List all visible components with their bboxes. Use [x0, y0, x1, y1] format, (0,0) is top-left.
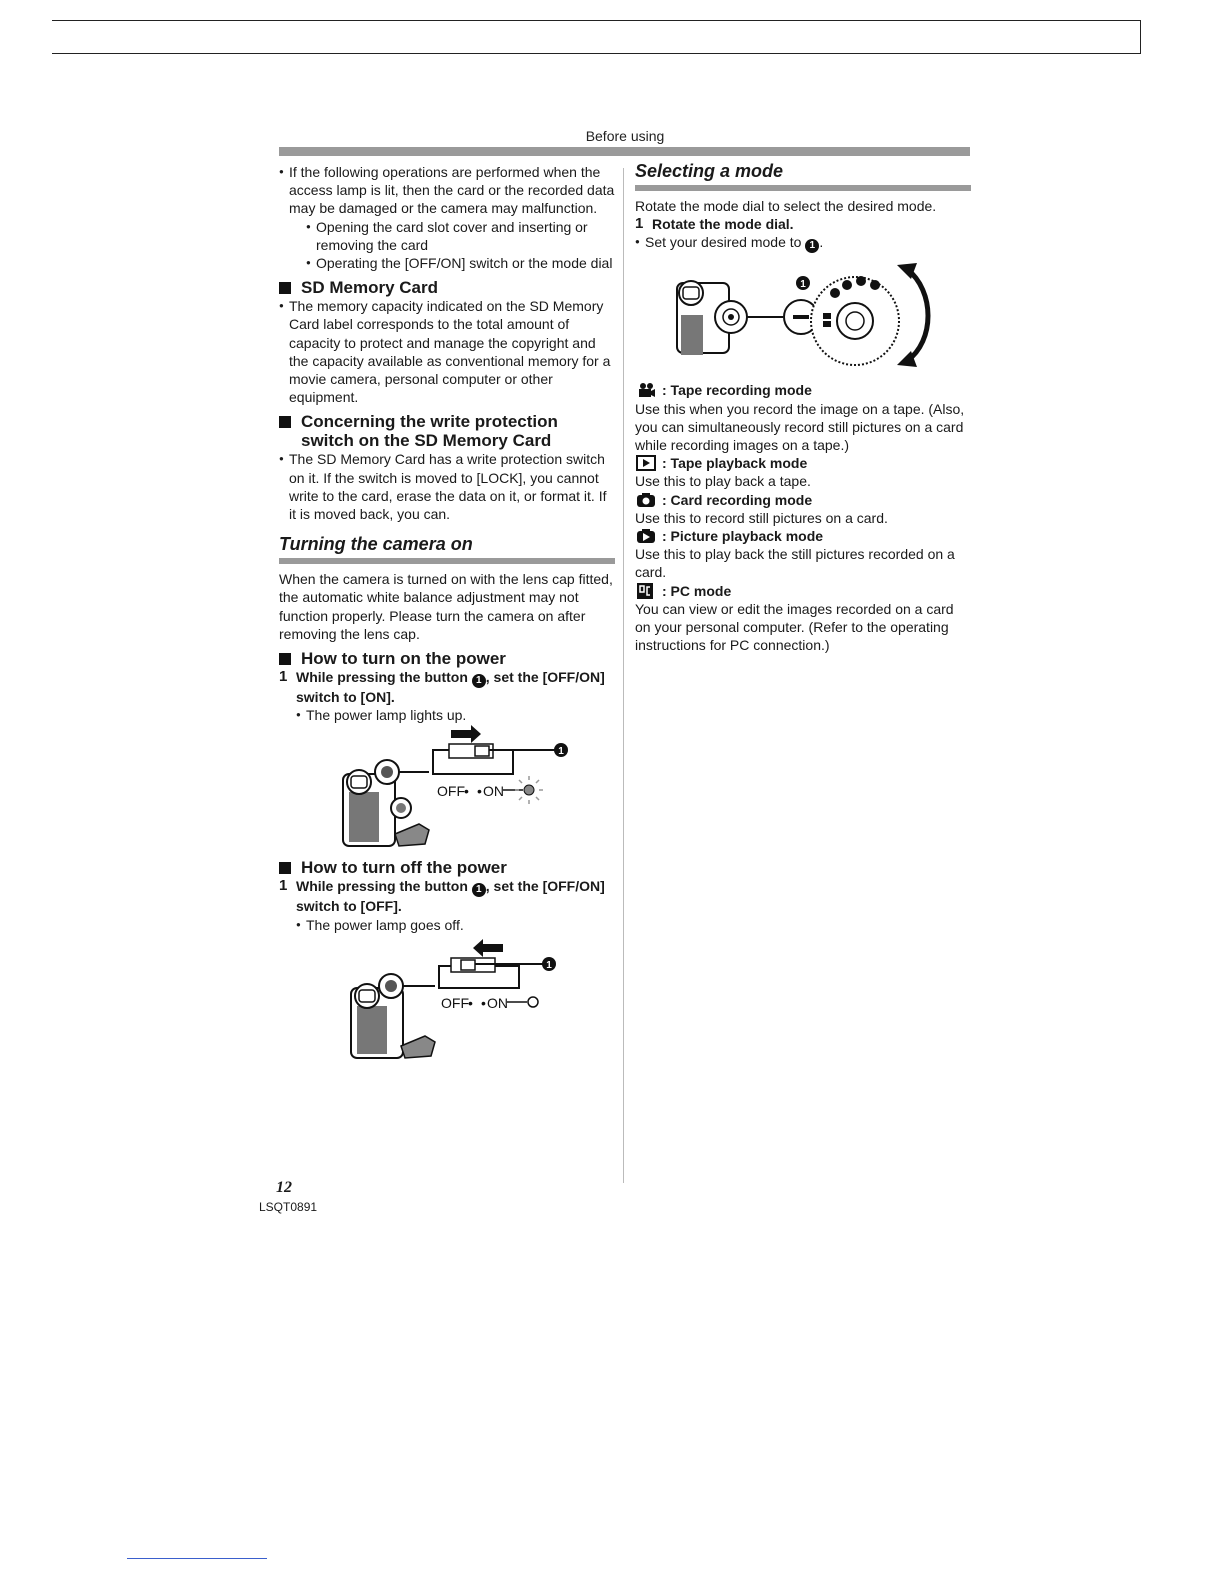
turning-on-text: When the camera is turned on with the lens cap fitted, the automatic white balance adjustment may not function properly. Please turn the camera on after removing the lens cap. [279, 571, 613, 642]
marker-1-icon: 1 [805, 239, 819, 253]
tape-playback-icon [636, 455, 656, 471]
power-off-note: ● The power lamp goes off. [279, 916, 615, 934]
section-header: Before using [585, 128, 665, 144]
pc-mode-text: You can view or edit the images recorded on a card on your personal computer. (Refer to the operating instructions for PC connection.) [635, 600, 954, 654]
tape-recording-icon [636, 382, 656, 398]
set-mode-note: ● Set your desired mode to 1 . [635, 233, 971, 253]
off-label: OFF [437, 783, 465, 800]
left-column [279, 163, 615, 1064]
intro-bullet: ● If the following operations are performed when the access lamp is lit, then the card or the recorded data may be damaged or the camera may malfunction. [279, 163, 615, 218]
svg-text:1: 1 [558, 746, 564, 758]
card-recording-icon [636, 492, 656, 508]
power-off-step: 1 While pressing the button 1 , set the [OFF/ON] switch to [OFF]. [279, 877, 605, 915]
tape-playback-text: Use this to play back a tape. [635, 473, 811, 490]
power-off-heading: How to turn off the power [279, 858, 615, 877]
svg-text:•: • [481, 994, 486, 1011]
mode-dial-illustration [635, 261, 971, 381]
column-divider [623, 168, 624, 1183]
power-off-illustration [279, 934, 615, 1064]
write-protect-heading: Concerning the write protection switch on the SD Memory Card [279, 412, 615, 450]
intro-sub-bullet: ● Opening the card slot cover and inserting or removing the card [279, 218, 615, 254]
mode-dial-icon [635, 261, 971, 381]
camera-power-off-icon [279, 934, 615, 1064]
selecting-mode-rule [635, 185, 971, 191]
pc-mode-icon [636, 583, 656, 599]
sd-card-heading: SD Memory Card [279, 278, 615, 297]
camera-power-on-icon [279, 724, 615, 852]
tape-recording-heading: : Tape recording mode [635, 381, 971, 399]
document-code: LSQT0891 [259, 1200, 318, 1214]
off-label: OFF [441, 994, 469, 1011]
tape-recording-text: Use this when you record the image on a tape. (Also, you can simultaneously record still pictures on a card while recording images on a tape.) [635, 400, 965, 454]
turning-on-rule [279, 558, 615, 564]
selecting-mode-title: Selecting a mode [635, 161, 784, 181]
picture-playback-icon [636, 528, 656, 544]
svg-text:•: • [468, 994, 473, 1011]
svg-text:•: • [477, 783, 482, 800]
rotate-dial-step: 1 Rotate the mode dial. [635, 215, 794, 233]
right-column [635, 160, 971, 654]
sd-card-text: ● The memory capacity indicated on the SD Memory Card label corresponds to the total amount of capacity to protect and manage the copyright and the capacity available as conventional memory for a movie camera, personal computer or other equipment. [279, 297, 615, 406]
write-protect-text: ● The SD Memory Card has a write protection switch on it. If the switch is moved to [LOCK], you cannot write to the card, erase the data on it, or format it. If it is moved back, you can. [279, 450, 615, 523]
pc-mode-heading: : PC mode [635, 582, 971, 600]
header-rule [279, 147, 970, 156]
marker-1-icon: 1 [472, 674, 486, 688]
power-on-note: ● The power lamp lights up. [279, 706, 615, 724]
picture-playback-heading: : Picture playback mode [635, 527, 971, 545]
top-frame-rule [52, 53, 1141, 54]
picture-playback-text: Use this to play back the still pictures recorded on a card. [635, 546, 955, 581]
page-number: 12 [276, 1179, 292, 1196]
card-recording-heading: : Card recording mode [635, 491, 971, 509]
tape-playback-heading: : Tape playback mode [635, 454, 971, 472]
svg-text:•: • [464, 783, 469, 800]
intro-sub-bullet: ● Operating the [OFF/ON] switch or the mode dial [279, 254, 615, 272]
on-label: ON [487, 994, 508, 1011]
turning-on-title: Turning the camera on [279, 534, 473, 555]
selecting-mode-intro: Rotate the mode dial to select the desired mode. [635, 198, 937, 214]
power-on-step: 1 While pressing the button 1 , set the [OFF/ON] switch to [ON]. [279, 668, 605, 706]
on-label: ON [483, 783, 504, 800]
svg-text:1: 1 [800, 279, 806, 291]
top-frame [52, 20, 1141, 54]
card-recording-text: Use this to record still pictures on a card. [635, 509, 888, 526]
footer-rule [127, 1558, 267, 1559]
power-on-illustration [279, 724, 615, 852]
svg-text:1: 1 [546, 959, 552, 971]
marker-1-icon: 1 [472, 883, 486, 897]
power-on-heading: How to turn on the power [279, 649, 615, 668]
